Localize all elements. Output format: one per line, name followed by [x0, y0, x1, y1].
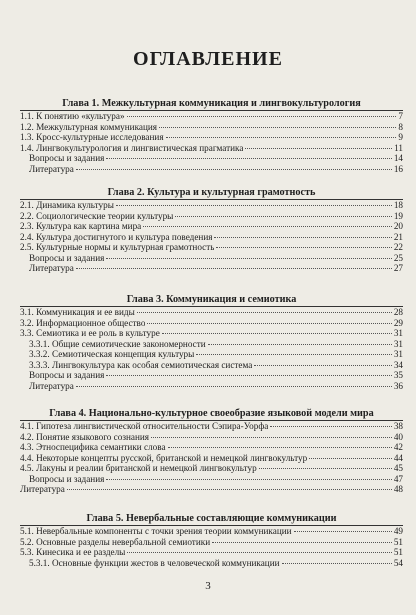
toc-entry[interactable] [20, 360, 403, 371]
toc-entry-label: 3.3.2. Семиотическая концепция культуры [29, 349, 195, 359]
toc-entry-label: 1.3. Кросс-культурные исследования [20, 132, 164, 142]
toc-entry-page: 34 [393, 359, 403, 370]
leader-dots [254, 365, 391, 366]
leader-dots [175, 216, 391, 217]
toc-entry-page: 44 [393, 452, 403, 463]
toc-entry[interactable] [20, 211, 403, 222]
leader-dots [143, 226, 392, 227]
chapter-5 [20, 512, 403, 568]
toc-entry-label: 3.2. Информационное общество [20, 317, 146, 328]
toc-entry[interactable] [20, 349, 403, 360]
toc-entry-label: 3.3.1. Общие семиотические закономерности [29, 338, 206, 349]
leader-dots [127, 552, 391, 553]
toc-entry-label: 2.2. Социологические теории культуры [20, 210, 174, 221]
toc-entry-page: 47 [393, 473, 403, 484]
toc-entry-label: Вопросы и задания [29, 370, 105, 380]
page-number: 3 [205, 580, 211, 592]
toc-entry[interactable] [20, 242, 403, 253]
toc-entry-label: 4.2. Понятие языкового сознания [20, 431, 150, 442]
toc-entry-page: 27 [393, 263, 403, 273]
leader-dots [147, 323, 391, 324]
toc-entry-page: 51 [393, 547, 403, 557]
toc-entry-page: 54 [393, 557, 403, 568]
toc-entry-page: 48 [393, 484, 403, 494]
toc-entry-label: Литература [20, 484, 65, 494]
toc-entry[interactable] [20, 442, 403, 453]
toc-entry-page: 22 [393, 242, 403, 252]
leader-dots [270, 426, 391, 427]
leader-dots [212, 542, 392, 543]
leader-dots [259, 468, 392, 469]
leader-dots [245, 148, 392, 149]
page-title: ОГЛАВЛЕНИЕ [133, 48, 283, 70]
chapter-title: Глава 2. Культура и культурная грамотность [107, 187, 316, 198]
toc-entry-page: 36 [393, 380, 403, 391]
toc-entry[interactable] [20, 370, 403, 381]
toc-entry-label: 5.3. Кинесика и ее разделы [20, 547, 126, 557]
toc-entry-page: 28 [393, 307, 403, 317]
leader-dots [168, 447, 392, 448]
chapter-title: Глава 4. Национально-культурное своеобразие языковой модели мира [49, 408, 374, 419]
toc-entry-label: Литература [29, 380, 74, 391]
leader-dots [294, 531, 392, 532]
toc-entry[interactable] [20, 526, 403, 537]
toc-entry-label: 4.1. Гипотеза лингвистической относительности Сэпира-Уорфа [20, 421, 269, 431]
toc-entry-page: 8 [398, 121, 403, 132]
toc-entry-label: Литература [29, 163, 74, 174]
leader-dots [196, 354, 391, 355]
toc-entry-page: 35 [393, 370, 403, 380]
toc-entry-label: 4.3. Этноспецифика семантики слова [20, 442, 166, 452]
leader-dots [166, 137, 397, 138]
leader-dots [159, 127, 396, 128]
leader-dots [106, 158, 391, 159]
toc-entry-label: Вопросы и задания [29, 252, 105, 263]
toc-entry[interactable] [20, 318, 403, 329]
toc-entry-label: 4.5. Лакуны и реалии британской и немецкой лингвокультур [20, 463, 257, 473]
leader-dots [309, 458, 392, 459]
toc-entry-label: 5.2. Основные разделы невербальной семиотики [20, 536, 211, 547]
toc-entry-page: 40 [393, 431, 403, 442]
toc-entry[interactable] [20, 153, 403, 164]
toc-entry-page: 19 [393, 210, 403, 221]
leader-dots [214, 237, 391, 238]
chapter-1 [20, 97, 403, 174]
toc-entry[interactable] [20, 537, 403, 548]
toc-entry-page: 42 [393, 442, 403, 452]
toc-entry-label: 2.4. Культура достигнутого и культура поведения [20, 231, 213, 242]
toc-entry[interactable] [20, 232, 403, 243]
chapter-title: Глава 1. Межкультурная коммуникация и лингвокультурология [62, 98, 361, 109]
toc-entry-label: 1.2. Межкультурная коммуникация [20, 121, 158, 132]
toc-entry-page: 29 [393, 317, 403, 328]
toc-entry-page: 9 [398, 132, 403, 142]
toc-entry[interactable] [20, 164, 403, 175]
toc-entry-label: 2.3. Культура как картина мира [20, 221, 142, 231]
toc-entry[interactable] [20, 200, 403, 211]
toc-entry-page: 38 [393, 421, 403, 431]
toc-entry-page: 51 [393, 536, 403, 547]
leader-dots [106, 479, 391, 480]
leader-dots [282, 563, 392, 564]
toc-entry-label: Вопросы и задания [29, 153, 105, 163]
toc-entry[interactable] [20, 453, 403, 464]
chapter-4 [20, 407, 403, 495]
toc-entry-page: 7 [398, 111, 403, 121]
toc-entry[interactable] [20, 432, 403, 443]
toc-entry[interactable] [20, 547, 403, 558]
toc-entry-page: 20 [393, 221, 403, 231]
toc-entry[interactable] [20, 307, 403, 318]
toc-entry-page: 18 [393, 200, 403, 210]
toc-entry-label: 2.5. Культурные нормы и культурная грамотность [20, 242, 215, 252]
toc-entry[interactable] [20, 132, 403, 143]
toc-entry[interactable] [20, 339, 403, 350]
leader-dots [106, 375, 391, 376]
toc-entry-label: Литература [29, 263, 74, 273]
toc-entry[interactable] [20, 263, 403, 274]
toc-entry[interactable] [20, 474, 403, 485]
toc-entry-label: 5.1. Невербальные компоненты с точки зрения теории коммуникации [20, 526, 292, 536]
toc-entry-label: 4.4. Некоторые концепты русской, британской и немецкой лингвокультур [20, 452, 308, 463]
leader-dots [76, 386, 392, 387]
leader-dots [208, 344, 392, 345]
toc-entry-label: 2.1. Динамика культуры [20, 200, 114, 210]
toc-entry[interactable] [20, 463, 403, 474]
leader-dots [216, 247, 391, 248]
toc-entry-page: 25 [393, 252, 403, 263]
toc-entry-page: 31 [393, 328, 403, 338]
toc-entry[interactable] [20, 221, 403, 232]
toc-entry-page: 31 [393, 338, 403, 349]
toc-entry[interactable] [20, 111, 403, 122]
leader-dots [76, 169, 392, 170]
toc-entry-label: 1.4. Лингвокультурология и лингвистическая прагматика [20, 142, 244, 153]
toc-entry[interactable] [20, 381, 403, 392]
toc-entry-page: 11 [394, 142, 403, 153]
chapter-title: Глава 3. Коммуникация и семиотика [126, 294, 297, 305]
leader-dots [106, 258, 391, 259]
toc-entry-label: 5.3.1. Основные функции жестов в человеческой коммуникации [29, 557, 280, 568]
toc-entry-label: 3.3. Семиотика и ее роль в культуре [20, 328, 160, 338]
toc-entry[interactable] [20, 143, 403, 154]
toc-entry-page: 45 [393, 463, 403, 473]
toc-entry[interactable] [20, 421, 403, 432]
toc-entry-label: 3.3.3. Лингвокультура как особая семиотическая система [29, 359, 253, 370]
chapter-title: Глава 5. Невербальные составляющие коммуникации [86, 513, 337, 524]
toc-entry-page: 31 [393, 349, 403, 359]
chapter-2 [20, 186, 403, 274]
toc-entry[interactable] [20, 558, 403, 569]
leader-dots [116, 205, 392, 206]
leader-dots [137, 312, 392, 313]
toc-entry-page: 21 [393, 231, 403, 242]
toc-entry-label: 1.1. К понятию «культура» [20, 111, 125, 121]
leader-dots [76, 268, 392, 269]
leader-dots [151, 437, 392, 438]
toc-entry-page: 14 [393, 153, 403, 163]
toc-entry-label: Вопросы и задания [29, 473, 105, 484]
toc-entry[interactable] [20, 253, 403, 264]
toc-entry[interactable] [20, 484, 403, 495]
toc-entry[interactable] [20, 328, 403, 339]
toc-entry-page: 16 [393, 163, 403, 174]
chapter-3 [20, 293, 403, 391]
leader-dots [67, 489, 392, 490]
toc-entry[interactable] [20, 122, 403, 133]
toc-entry-page: 49 [393, 526, 403, 536]
leader-dots [162, 333, 392, 334]
toc-entry-label: 3.1. Коммуникация и ее виды [20, 307, 135, 317]
leader-dots [127, 116, 397, 117]
